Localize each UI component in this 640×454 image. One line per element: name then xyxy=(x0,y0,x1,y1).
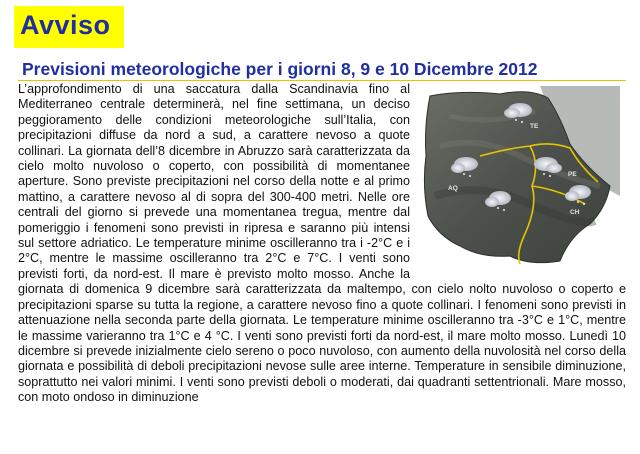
headline-divider xyxy=(18,80,626,81)
forecast-article xyxy=(18,82,626,406)
avviso-badge xyxy=(14,6,124,48)
forecast-body-text: L’approfondimento di una saccatura dalla Scandinavia fino al Mediterraneo centrale determinerà, nel fine settimana, un deciso peggioramento delle condizioni meteorologiche sull’Italia, con precipitazioni diffuse da nord a sud, a carattere nevoso a quote collinari. La giornata dell’8 dicembre in Abruzzo sarà caratterizzata da cielo molto nuvoloso o coperto, con possibilità di momentanee aperture. Sono previste precipitazioni nel corso della notte e al primo mattino, a carattere nevoso al di sopra del 300-400 metri. Nelle ore centrali del giorno si prevede una momentanea tregua, mentre dal pomeriggio i fenomeni sono previsti in ripresa e saranno più intensi sul settore adriatico. Le temperature minime oscilleranno tra i -2°C e i 2°C, mentre le massime oscilleranno tra 2°C e 7°C. I venti sono previsti forti, da nord-est. Il mare è previsto molto mosso. Anche la giornata di domenica 9 dicembre sarà caratterizzata da maltempo, con cielo nolto nuvoloso o coperto e precipitazioni sparse su tutta la regione, a carattere nevoso fino a quote collinari. I fenomeni sono previsti in attenuazione nella seconda parte della giornata. Le temperature minime oscilleranno tra -3°C e 1°C, mentre le massime varieranno tra 1°C e 4 °C. I venti sono previsti forti da nord-est, il mare molto mosso. Lunedì 10 dicembre si prevede inizialmente cielo sereno o poco nuvoloso, con aumento della nuvolosità nel corso della giornata e possibilità di deboli precipitazioni nevose sulle aree interne. Temperature in sensibile diminuzione, soprattutto nei valori minimi. I venti sono previsti deboli o moderati, dai quadranti settentrionali. Mare mosso, con moto ondoso in diminuzione xyxy=(18,82,626,405)
province-label-aq: AQ xyxy=(448,185,458,192)
abruzzo-weather-map xyxy=(420,86,620,268)
map-graphic xyxy=(420,86,620,268)
avviso-label: Avviso xyxy=(20,10,111,40)
province-label-te: TE xyxy=(530,123,539,130)
forecast-headline: Previsioni meteorologiche per i giorni 8, 9 e 10 Dicembre 2012 xyxy=(22,59,538,79)
province-label-ch: CH xyxy=(570,209,580,216)
province-label-pe: PE xyxy=(568,171,577,178)
